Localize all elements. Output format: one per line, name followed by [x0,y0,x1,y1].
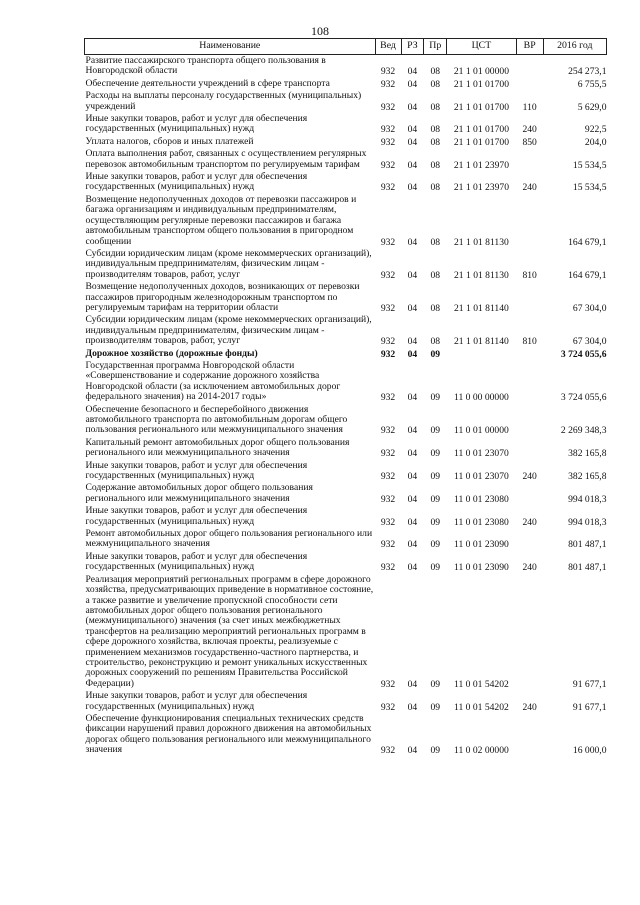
table-row [85,78,607,90]
table-row [85,90,607,113]
header-cst: ЦСТ [447,39,517,55]
row-sum-cell: 922,5 [584,124,607,136]
row-rz-cell: 04 [407,78,418,90]
row-pr-cell: 08 [430,159,441,171]
row-rz-cell: 04 [407,136,418,148]
row-sum-cell: 15 534,5 [572,182,607,194]
row-sum-cell: 801 487,1 [568,562,607,574]
row-ved-cell: 932 [380,392,396,404]
row-pr-cell: 09 [430,471,441,483]
row-ved-cell: 932 [380,745,396,757]
row-sum-cell: 67 304,0 [572,302,607,314]
row-sum-cell: 6 755,5 [577,78,607,90]
row-rz-cell: 04 [407,124,418,136]
header-pr: Пр [424,39,447,55]
row-vr-cell: 240 [522,701,537,713]
row-vr-cell [516,194,543,248]
row-rz-cell: 04 [407,392,418,404]
row-ved-cell: 932 [380,493,396,505]
row-name-cell: Ремонт автомобильных дорог общего пользования регионального или межмуниципального значения [85,528,373,550]
row-name-cell: Обеспечение функционирования специальных технических средств фиксации нарушений правил дорожного движения на автомобильных дорогах общего пользования регионального или межмуниципального значения [85,712,372,756]
row-name-cell: Иные закупки товаров, работ и услуг для обеспечения государственных (муниципальных) нужд [85,690,308,712]
row-cst-cell [447,348,517,360]
row-pr-cell: 08 [430,269,441,281]
row-pr-cell: 09 [430,392,441,404]
row-name-cell: Иные закупки товаров, работ и услуг для обеспечения государственных (муниципальных) нужд [85,113,308,135]
budget-table [84,38,607,757]
row-ved-cell: 932 [380,471,396,483]
row-sum-cell: 254 273,1 [568,66,607,78]
table-row [85,194,607,248]
row-pr-cell: 08 [430,302,441,314]
row-pr-cell: 08 [430,336,441,348]
row-ved-cell: 932 [380,78,396,90]
row-name-cell: Реализация мероприятий региональных программ в сфере дорожного хозяйства, предусматривающих приведение в нормативное состояние, а также развитие и увеличение пропускной способности сети автомобильных дорог общего пользования регионального (межмуниципального) значения (за счет иных межбюджетных трансфертов на реализацию мероприятий региональных программ в сфере дорожного хозяйства, включая проекты, реализуемые с применением механизмов государственно-частного партнерства, и строительство, реконструкцию и ремонт уникальных искусственных дорожных сооружений по решениям Правительства Российской Федерации) [85,573,374,689]
row-vr-cell: 240 [522,471,537,483]
row-vr-cell [516,482,543,505]
row-vr-cell [516,55,543,78]
row-rz-cell: 04 [407,302,418,314]
row-vr-cell: 240 [522,124,537,136]
row-pr-cell: 08 [430,124,441,136]
row-vr-cell: 240 [522,182,537,194]
header-vr: ВР [516,39,543,55]
header-rz: РЗ [401,39,424,55]
row-cst-cell: 21 1 01 81140 [454,336,509,348]
row-rz-cell: 04 [407,471,418,483]
row-ved-cell: 932 [380,348,396,360]
row-pr-cell: 08 [430,101,441,113]
row-cst-cell: 21 1 01 01700 [453,136,509,148]
row-cst-cell: 11 0 00 00000 [454,392,509,404]
row-cst-cell: 11 0 02 00000 [454,745,509,757]
row-cst-cell: 11 0 01 23080 [454,493,509,505]
row-sum-cell: 15 534,5 [572,159,607,171]
table-row [85,348,607,360]
row-ved-cell: 932 [380,101,396,113]
row-sum-cell: 164 679,1 [568,269,607,281]
row-ved-cell: 932 [380,701,396,713]
row-cst-cell: 21 1 01 81130 [454,236,509,248]
row-name-cell: Развитие пассажирского транспорта общего пользования в Новгородской области [85,55,326,77]
row-ved-cell: 932 [380,66,396,78]
row-name-cell: Дорожное хозяйство (дорожные фонды) [85,347,258,359]
table-row [85,551,607,574]
row-rz-cell: 04 [407,336,418,348]
row-rz-cell: 04 [407,678,418,690]
table-row [85,690,607,713]
row-pr-cell: 09 [430,701,441,713]
table-row [85,437,607,460]
row-vr-cell [516,360,543,404]
row-pr-cell: 08 [430,78,441,90]
row-name-cell: Содержание автомобильных дорог общего пользования регионального или межмуниципального значения [85,482,313,504]
row-cst-cell: 21 1 01 81130 [454,269,509,281]
row-pr-cell: 09 [430,539,441,551]
row-name-cell: Расходы на выплаты персоналу государственных (муниципальных) учреждений [85,90,362,112]
row-rz-cell: 04 [407,348,418,360]
row-cst-cell: 11 0 01 54202 [454,678,509,690]
row-name-cell: Уплата налогов, сборов и иных платежей [85,135,254,147]
row-rz-cell: 04 [407,448,418,460]
row-sum-cell: 994 018,3 [568,516,607,528]
row-pr-cell: 09 [430,348,441,360]
row-cst-cell: 21 1 01 23970 [453,182,509,194]
row-sum-cell: 2 269 348,3 [560,425,607,437]
row-pr-cell: 09 [430,516,441,528]
row-vr-cell: 850 [522,136,537,148]
row-vr-cell [516,528,543,551]
row-sum-cell: 382 165,8 [568,471,607,483]
row-vr-cell [516,713,543,757]
row-rz-cell: 04 [407,269,418,281]
row-rz-cell: 04 [407,562,418,574]
row-ved-cell: 932 [380,236,396,248]
row-rz-cell: 04 [407,236,418,248]
row-cst-cell: 21 1 01 81140 [454,302,509,314]
row-vr-cell [516,281,543,314]
row-vr-cell [516,78,543,90]
row-name-cell: Капитальный ремонт автомобильных дорог общего пользования регионального или межмуниципального значения [85,436,350,459]
row-sum-cell: 3 724 055,6 [560,392,607,404]
row-rz-cell: 04 [407,745,418,757]
row-name-cell: Иные закупки товаров, работ и услуг для обеспечения государственных (муниципальных) нужд [85,459,308,482]
row-pr-cell: 09 [430,562,441,574]
row-ved-cell: 932 [380,124,396,136]
table-row [85,148,607,171]
table-row [85,404,607,437]
row-cst-cell: 21 1 01 00000 [453,66,509,78]
row-rz-cell: 04 [407,425,418,437]
row-sum-cell: 3 724 055,6 [560,348,607,360]
row-ved-cell: 932 [380,425,396,437]
row-vr-cell: 810 [522,269,537,281]
row-ved-cell: 932 [380,678,396,690]
row-ved-cell: 932 [380,516,396,528]
row-pr-cell: 09 [430,745,441,757]
row-name-cell: Обеспечение деятельности учреждений в сфере транспорта [85,77,330,89]
row-rz-cell: 04 [407,159,418,171]
row-name-cell: Возмещение недополученных доходов от перевозки пассажиров и багажа организациям и индивидуальным предпринимателям, осуществляющим регулярные перевозки пассажиров и багажа автомобильным транспортом общего пользования в пригородном сообщении [85,193,357,247]
row-sum-cell: 91 677,1 [572,678,607,690]
row-pr-cell: 09 [430,678,441,690]
row-pr-cell: 08 [430,236,441,248]
row-rz-cell: 04 [407,516,418,528]
row-sum-cell: 801 487,1 [568,539,607,551]
row-ved-cell: 932 [380,539,396,551]
row-name-cell: Оплата выполнения работ, связанных с осуществлением регулярных перевозок автомобильным транспортом по регулируемым тарифам [85,148,367,170]
header-year: 2016 год [543,39,606,55]
table-row [85,314,607,347]
table-row [85,281,607,314]
row-rz-cell: 04 [407,493,418,505]
row-cst-cell: 11 0 01 23080 [454,516,509,528]
row-name-cell: Субсидии юридическим лицам (кроме некоммерческих организаций), индивидуальным предпринимателям, физическим лицам - производителям товаров, работ, услуг [85,314,372,347]
table-row [85,171,607,194]
row-ved-cell: 932 [380,302,396,314]
row-vr-cell: 110 [522,101,537,113]
row-pr-cell: 09 [430,425,441,437]
row-name-cell: Иные закупки товаров, работ и услуг для обеспечения государственных (муниципальных) нужд [85,550,308,573]
row-name-cell: Возмещение недополученных доходов, возникающих от перевозки пассажиров пригородным железнодорожным транспортом по регулируемым тарифам на территории области [85,281,360,313]
row-pr-cell: 09 [430,448,441,460]
row-vr-cell [516,574,543,690]
row-cst-cell: 11 0 01 00000 [454,425,509,437]
row-cst-cell: 21 1 01 01700 [453,101,509,113]
row-cst-cell: 11 0 01 23090 [454,562,509,574]
row-name-cell: Субсидии юридическим лицам (кроме некоммерческих организаций), индивидуальным предпринимателям, физическим лицам - производителям товаров, работ, услуг [85,247,372,280]
row-rz-cell: 04 [407,182,418,194]
row-cst-cell: 11 0 01 23090 [454,539,509,551]
table-body [85,55,607,757]
row-sum-cell: 164 679,1 [568,236,607,248]
row-vr-cell: 240 [522,516,537,528]
row-vr-cell [516,437,543,460]
row-sum-cell: 204,0 [584,136,607,148]
row-pr-cell: 08 [430,182,441,194]
page-number: 108 [311,24,329,38]
row-name-cell: Обеспечение безопасного и бесперебойного движения автомобильного транспорта по автомобильным дорогам общего пользования регионального или межмуниципального значения [85,403,348,436]
row-name-cell: Иные закупки товаров, работ и услуг для обеспечения государственных (муниципальных) нужд [85,171,308,193]
row-cst-cell: 11 0 01 23070 [454,448,509,460]
row-ved-cell: 932 [380,269,396,281]
row-ved-cell: 932 [380,336,396,348]
row-rz-cell: 04 [407,66,418,78]
table-row [85,136,607,148]
row-ved-cell: 932 [380,448,396,460]
table-row [85,482,607,505]
row-sum-cell: 382 165,8 [568,448,607,460]
row-name-cell: Иные закупки товаров, работ и услуг для обеспечения государственных (муниципальных) нужд [85,505,308,527]
row-vr-cell [516,348,543,360]
row-ved-cell: 932 [380,562,396,574]
row-cst-cell: 11 0 01 54202 [454,701,509,713]
header-name: Наименование [85,39,376,55]
table-row [85,574,607,690]
table-row [85,360,607,404]
row-ved-cell: 932 [380,182,396,194]
row-sum-cell: 994 018,3 [568,493,607,505]
header-ved: Вед [375,39,401,55]
table-row [85,55,607,78]
row-name-cell: Государственная программа Новгородской области «Совершенствование и содержание дорожного хозяйства Новгородской области (за исключением автомобильных дорог федерального значения) на 2014-2017 годы» [85,359,341,403]
row-sum-cell: 16 000,0 [572,745,607,757]
row-sum-cell: 67 304,0 [572,336,607,348]
row-pr-cell: 09 [430,493,441,505]
row-sum-cell: 5 629,0 [577,101,607,113]
row-pr-cell: 08 [430,66,441,78]
table-row [85,460,607,483]
row-rz-cell: 04 [407,101,418,113]
row-cst-cell: 21 1 01 01700 [453,124,509,136]
row-vr-cell: 240 [522,562,537,574]
row-vr-cell: 810 [522,336,537,348]
row-ved-cell: 932 [380,136,396,148]
row-vr-cell [516,404,543,437]
row-pr-cell: 08 [430,136,441,148]
row-cst-cell: 21 1 01 01700 [453,78,509,90]
row-rz-cell: 04 [407,701,418,713]
row-cst-cell: 21 1 01 23970 [453,159,509,171]
row-rz-cell: 04 [407,539,418,551]
table-row [85,113,607,136]
table-row [85,528,607,551]
row-ved-cell: 932 [380,159,396,171]
table-row [85,713,607,757]
row-cst-cell: 11 0 01 23070 [454,471,509,483]
table-row [85,505,607,528]
table-row [85,248,607,281]
table-header-row [85,39,607,55]
row-vr-cell [516,148,543,171]
row-sum-cell: 91 677,1 [572,701,607,713]
